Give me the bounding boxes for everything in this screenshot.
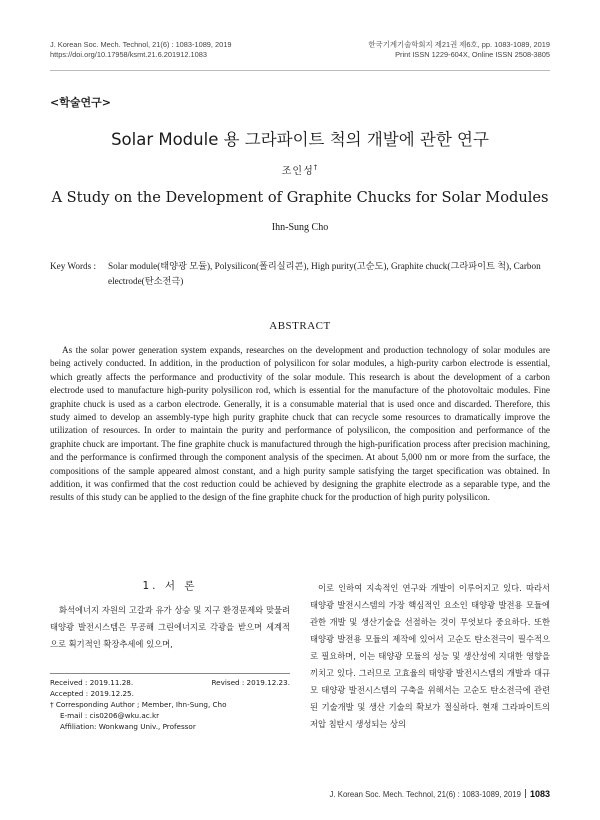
author-korean-name: 조인성 [281,166,314,177]
abstract-title: ABSTRACT [269,320,331,332]
author-affiliation: Affiliation: Wonkwang Univ., Professor [60,722,196,731]
footnote-divider [50,673,290,674]
issn: Print ISSN 1229-604X, Online ISSN 2508-3805 [395,50,550,59]
abstract-body: As the solar power generation system expands, researches on the development and production technology of solar modules are being actively conducted. In addition, in the production of polysilicon for solar modules, a high-purity carbon electrode is essential, which greatly affects the performance and productivity of the solar module. This research is about the development of a carbon electrode used to manufacture high-purity polysilicon rod, which is essential for the manufacture of the photovoltaic modules. Fine graphite chuck is used as a carbon electrode. Generally, it is a consumable material that is used once and discarded. Therefore, this study aimed to develop an assembly-type high purity graphite chuck that can recycle some resources to dramatically improve the utilization of resources. In order to maintain the purity and performance of polysilicon, the composition and performance of the graphite chuck are important. The fine graphite chuck is manufactured through the high-purification process after precision machining, and the performance is confirmed through the component analysis of the specimen. At about 5,000 nm or more from the surface, the compositions of the sample appeared almost constant, and a high purity sample satisfying the target specification was obtained. In addition, it was confirmed that the cost reduction could be achieved by designing the graphite electrode as a separable type, and the results of this study can be applied to the design of the fine graphite chuck for the production of high purity polysilicon. [50,345,550,503]
footnote-dates [50,677,290,688]
section-title: 1. 서 론 [142,580,198,592]
page-footer [330,789,550,799]
title-english: A Study on the Development of Graphite Chucks for Solar Modules [51,189,549,206]
page-number: 1083 [529,789,550,799]
author-english: Ihn-Sung Cho [271,222,329,233]
author-korean [50,162,550,177]
revised-date: Revised : 2019.12.23. [211,678,290,687]
doi-link[interactable]: https://doi.org/10.17958/ksmt.21.6.201912.1083 [50,50,207,59]
running-header-right [368,40,550,60]
header-divider [50,70,550,71]
article-category: <학술연구> [50,96,111,109]
journal-citation-en: J. Korean Soc. Mech. Technol, 21(6) : 1083-1089, 2019 [50,40,232,49]
accepted-date: Accepted : 2019.12.25. [50,689,134,698]
author-email[interactable]: E-mail : cis0206@wku.ac.kr [60,711,160,720]
keywords-text: Solar module(태양광 모듈), Polysilicon(폴리실리콘), High purity(고순도), Graphite chuck(그라파이트 척), Carbon electrode(탄소전극) [108,261,541,286]
footer-citation: J. Korean Soc. Mech. Technol, 21(6) : 1083-1089, 2019 [329,790,521,799]
keywords [50,259,550,289]
journal-citation-ko: 한국기계기술학회지 제21권 제6호, pp. 1083-1089, 2019 [368,40,550,49]
corresponding-mark: † [313,163,319,172]
intro-left-text: 화석에너지 자원의 고갈과 유가 상승 및 지구 환경문제와 맞물려 태양광 발전시스템은 무공해 그린에너지로 각광을 받으며 세계적으로 획기적인 확장추세에 있으며, [50,605,290,649]
footer-separator [525,789,526,798]
keywords-label: Key Words : [50,261,97,271]
title-korean: Solar Module 용 그라파이트 척의 개발에 관한 연구 [111,130,489,149]
corresponding-author: † Corresponding Author ; Member, Ihn-Sung, Cho [50,700,227,709]
received-date: Received : 2019.11.28. [50,678,134,687]
running-header-left [50,40,231,60]
intro-right-text: 이로 인하여 지속적인 연구와 개발이 이루어지고 있다. 따라서 태양광 발전시스템의 가장 핵심적인 요소인 태양광 발전용 모듈에 관한 개발 및 생산기술을 선점하는 것이 무엇보다 중요하다. 또한 태양광 발전용 모듈의 제작에 있어서 고순도 탄소전극이 필수적으로 필요하며, 이는 태양광 모듈의 성능 및 생산성에 지대한 영향을 끼치고 있다. 그러므로 고효율의 태양광 발전시스템의 개발과 대규모 태양광 발전시스템의 구축을 위해서는 고순도 탄소전극에 관련된 기술개발 및 생산 기술의 확보가 절실하다. 현재 그라파이트의 저압 침탄시 생성되는 상의 [310,583,550,729]
